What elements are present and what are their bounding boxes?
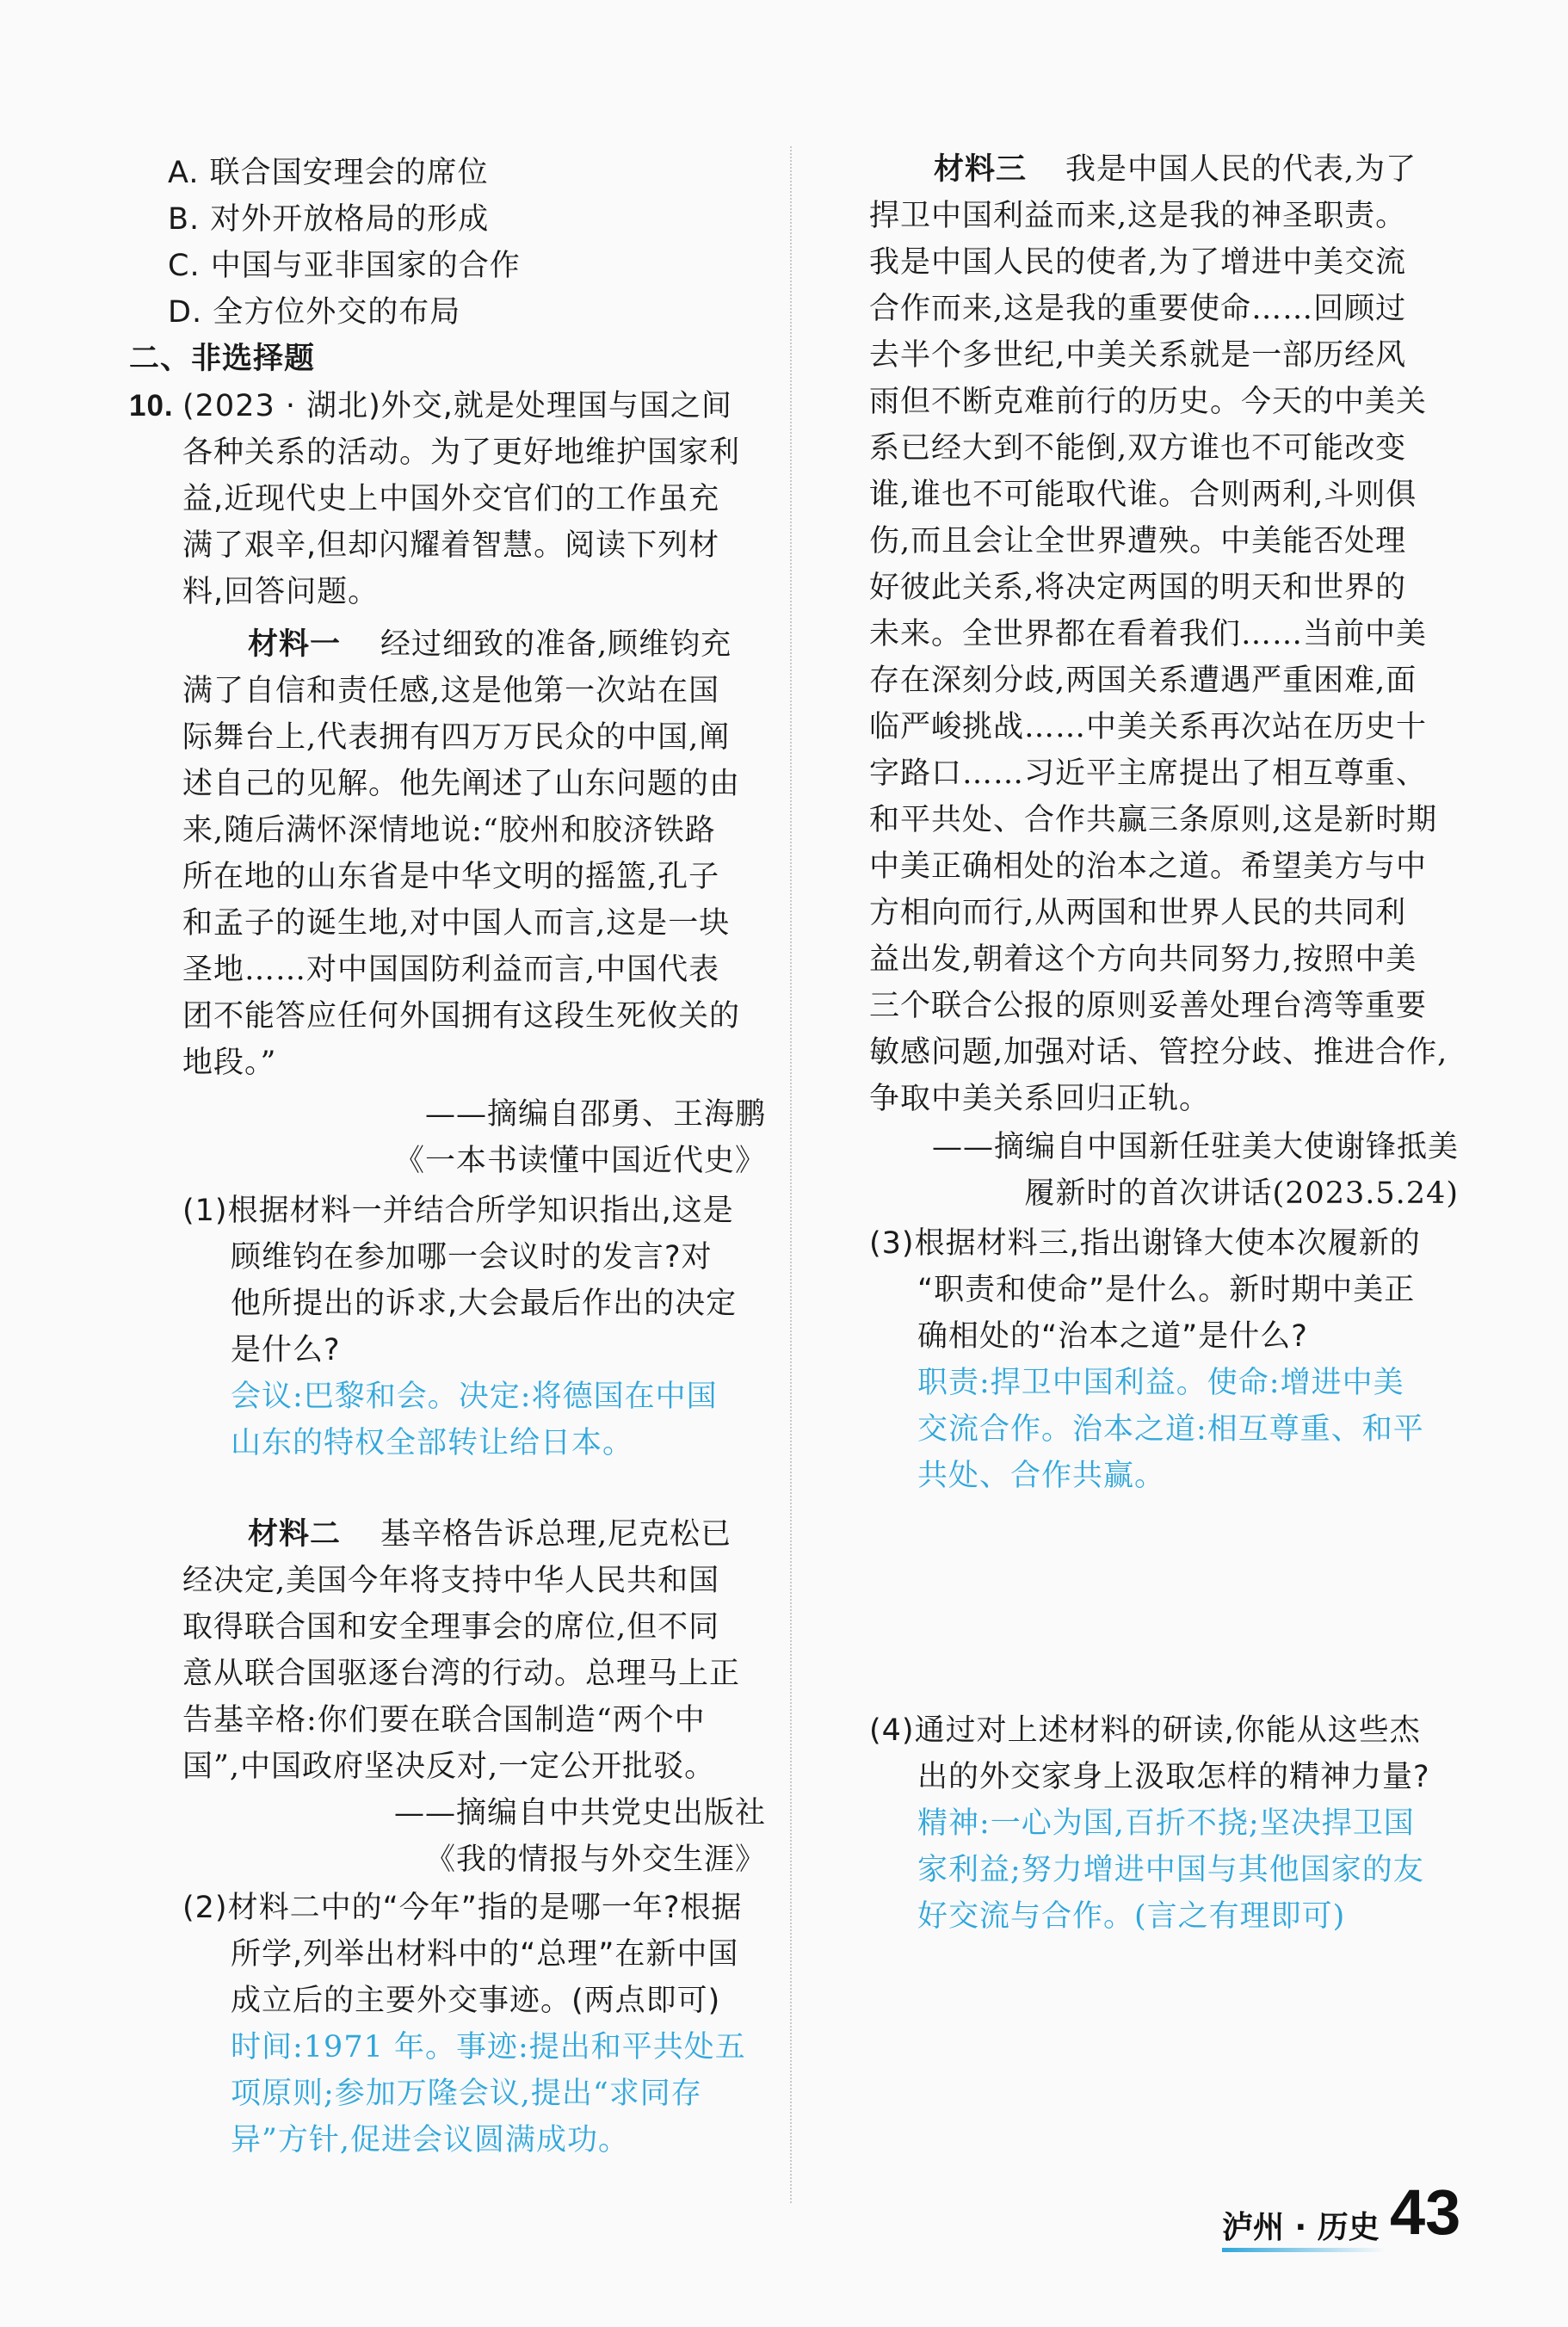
option-a[interactable]: A. 联合国安理会的席位: [168, 156, 489, 190]
q1-text: (1)根据材料一并结合所学知识指出,这是: [182, 1194, 734, 1228]
material1-source: ——摘编自邵勇、王海鹏: [424, 1097, 766, 1132]
material2-label: 材料二: [248, 1517, 342, 1552]
question-stem-line: 各种关系的活动。为了更好地维护国家利: [182, 435, 741, 470]
material2-line: 经决定,美国今年将支持中华人民共和国: [182, 1564, 720, 1598]
material1-line: 来,随后满怀深情地说:“胶州和胶济铁路: [182, 813, 716, 848]
q4-text: 出的外交家身上汲取怎样的精神力量?: [917, 1760, 1430, 1794]
q1-text: 顾维钧在参加哪一会议时的发言?对: [231, 1240, 713, 1275]
q2-text: (2)材料二中的“今年”指的是哪一年?根据: [182, 1891, 743, 1925]
material1-label: 材料一: [248, 627, 342, 662]
q1-answer: 会议:巴黎和会。决定:将德国在中国: [231, 1380, 718, 1414]
footer-accent-bar: [1222, 2248, 1386, 2252]
material1-line: 所在地的山东省是中华文明的摇篮,孔子: [182, 860, 720, 894]
material3-line: 谁,谁也不可能取代谁。合则两利,斗则俱: [869, 478, 1417, 512]
material3-line: 系已经大到不能倒,双方谁也不可能改变: [869, 431, 1407, 466]
q2-text: 所学,列举出材料中的“总理”在新中国: [231, 1937, 739, 1972]
material2-source: 《我的情报与外交生涯》: [424, 1842, 766, 1877]
material1-line: 经过细致的准备,顾维钧充: [380, 627, 732, 662]
section-title: 二、非选择题: [129, 342, 316, 376]
material3-line: 敏感问题,加强对话、管控分歧、推进合作,: [869, 1035, 1448, 1070]
material3-label: 材料三: [934, 152, 1028, 187]
footer-label: 泸州 · 历史: [1222, 2210, 1380, 2245]
question-stem-line: 益,近现代史上中国外交官们的工作虽充: [182, 482, 720, 516]
material2-line: 国”,中国政府坚决反对,一定公开批驳。: [182, 1750, 716, 1784]
option-b[interactable]: B. 对外开放格局的形成: [168, 202, 490, 237]
material3-line: 争取中美关系回归正轨。: [869, 1082, 1211, 1116]
material3-source: ——摘编自中国新任驻美大使谢锋抵美: [931, 1130, 1459, 1164]
material3-line: 未来。全世界都在看着我们……当前中美: [869, 617, 1428, 651]
material3-line: 好彼此关系,将决定两国的明天和世界的: [869, 571, 1407, 605]
q3-answer: 共处、合作共赢。: [917, 1459, 1166, 1493]
question-stem-line: 满了艰辛,但却闪耀着智慧。阅读下列材: [182, 528, 720, 563]
q2-answer: 时间:1971 年。事迹:提出和平共处五: [231, 2030, 746, 2065]
material2-line: 意从联合国驱逐台湾的行动。总理马上正: [182, 1657, 741, 1691]
question-number: 10.: [129, 389, 174, 423]
material1-line: 和孟子的诞生地,对中国人而言,这是一块: [182, 906, 731, 941]
material1-source: 《一本书读懂中国近代史》: [393, 1144, 766, 1178]
material3-line: 存在深刻分歧,两国关系遭遇严重困难,面: [869, 664, 1417, 698]
material2-source: ——摘编自中共党史出版社: [393, 1796, 766, 1830]
material3-line: 我是中国人民的使者,为了增进中美交流: [869, 245, 1407, 280]
option-c[interactable]: C. 中国与亚非国家的合作: [168, 249, 521, 283]
q2-answer: 项原则;参加万隆会议,提出“求同存: [231, 2077, 702, 2111]
q3-text: (3)根据材料三,指出谢锋大使本次履新的: [869, 1226, 1421, 1261]
q3-answer: 交流合作。治本之道:相互尊重、和平: [917, 1412, 1424, 1447]
material1-line: 地段。”: [182, 1046, 277, 1080]
material3-source: 履新时的首次讲话(2023.5.24): [1024, 1176, 1459, 1211]
material3-line: 捍卫中国利益而来,这是我的神圣职责。: [869, 199, 1407, 233]
q1-text: 是什么?: [231, 1333, 341, 1367]
material3-line: 伤,而且会让全世界遭殃。中美能否处理: [869, 524, 1407, 559]
q4-answer: 精神:一心为国,百折不挠;坚决捍卫国: [917, 1806, 1415, 1841]
column-divider: [790, 146, 792, 2203]
material2-line: 取得联合国和安全理事会的席位,但不同: [182, 1610, 720, 1645]
material2-line: 告基辛格:你们要在联合国制造“两个中: [182, 1703, 706, 1738]
q1-text: 他所提出的诉求,大会最后作出的决定: [231, 1287, 738, 1321]
material1-line: 述自己的见解。他先阐述了山东问题的由: [182, 767, 741, 801]
material3-line: 中美正确相处的治本之道。希望美方与中: [869, 849, 1428, 884]
page-number: 43: [1390, 2176, 1461, 2248]
q4-answer: 好交流与合作。(言之有理即可): [917, 1899, 1346, 1934]
material3-line: 临严峻挑战……中美关系再次站在历史十: [869, 710, 1428, 744]
material3-line: 合作而来,这是我的重要使命……回顾过: [869, 292, 1407, 326]
question-stem-line: 料,回答问题。: [182, 575, 380, 609]
material1-line: 圣地……对中国国防利益而言,中国代表: [182, 953, 720, 987]
q4-text: (4)通过对上述材料的研读,你能从这些杰: [869, 1713, 1421, 1748]
material3-line: 雨但不断克难前行的历史。今天的中美关: [869, 385, 1428, 419]
material3-line: 和平共处、合作共赢三条原则,这是新时期: [869, 803, 1438, 837]
material3-line: 我是中国人民的代表,为了: [1065, 152, 1417, 187]
q2-text: 成立后的主要外交事迹。(两点即可): [231, 1984, 721, 2018]
q4-answer: 家利益;努力增进中国与其他国家的友: [917, 1853, 1424, 1887]
material1-line: 团不能答应任何外国拥有这段生死攸关的: [182, 999, 741, 1034]
material3-line: 去半个多世纪,中美关系就是一部历经风: [869, 338, 1407, 373]
material2-line: 基辛格告诉总理,尼克松已: [380, 1517, 732, 1552]
q3-text: 确相处的“治本之道”是什么?: [917, 1319, 1308, 1354]
material3-line: 字路口……习近平主席提出了相互尊重、: [869, 756, 1428, 791]
option-d[interactable]: D. 全方位外交的布局: [168, 295, 461, 330]
material1-line: 满了自信和责任感,这是他第一次站在国: [182, 674, 720, 708]
q1-answer: 山东的特权全部转让给日本。: [231, 1426, 634, 1460]
question-stem-line: (2023 · 湖北)外交,就是处理国与国之间: [182, 389, 732, 423]
material3-line: 方相向而行,从两国和世界人民的共同利: [869, 896, 1407, 930]
material3-line: 益出发,朝着这个方向共同努力,按照中美: [869, 942, 1417, 977]
q3-text: “职责和使命”是什么。新时期中美正: [917, 1273, 1416, 1307]
material1-line: 际舞台上,代表拥有四万万民众的中国,阐: [182, 720, 731, 755]
material3-line: 三个联合公报的原则妥善处理台湾等重要: [869, 989, 1428, 1023]
q2-answer: 异”方针,促进会议圆满成功。: [231, 2123, 630, 2157]
q3-answer: 职责:捍卫中国利益。使命:增进中美: [917, 1366, 1404, 1400]
